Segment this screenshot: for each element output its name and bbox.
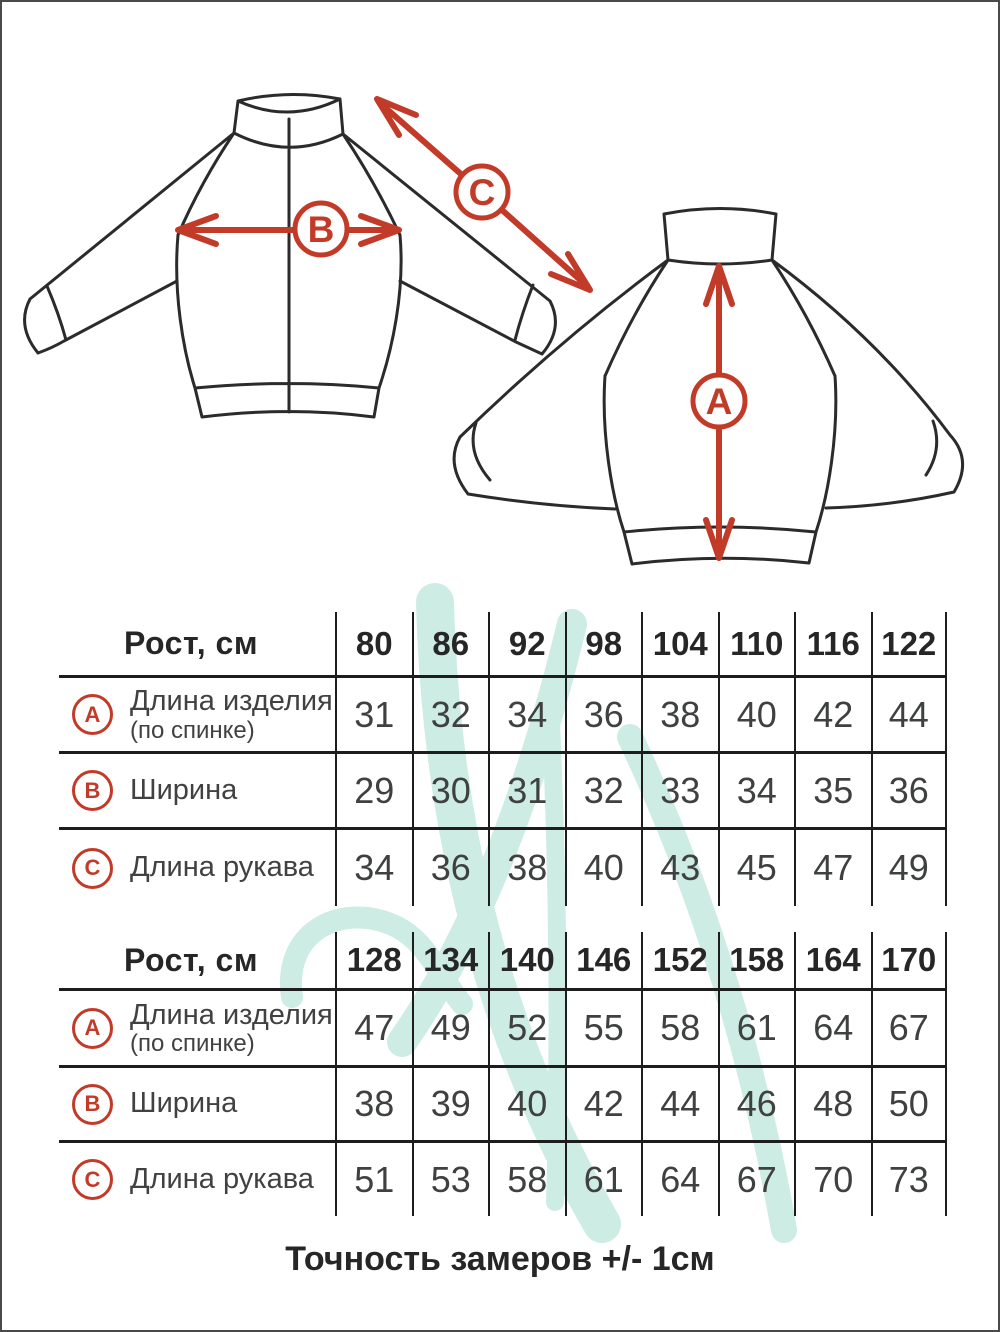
size-value: 35: [794, 754, 871, 827]
front-body: [177, 156, 401, 417]
size-value: 58: [641, 991, 718, 1065]
size-value: 46: [718, 1068, 795, 1140]
size-value: 55: [565, 991, 642, 1065]
letter-b-badge: B: [72, 1084, 113, 1125]
size-header: 128: [335, 932, 412, 988]
row-sublabel: (по спинке): [130, 1030, 255, 1058]
size-value: 61: [718, 991, 795, 1065]
size-value: 64: [641, 1143, 718, 1216]
size-value: 52: [488, 991, 565, 1065]
size-value: 34: [718, 754, 795, 827]
size-header: 98: [565, 612, 642, 675]
size-value: 44: [641, 1068, 718, 1140]
size-header: 104: [641, 612, 718, 675]
size-header: 92: [488, 612, 565, 675]
table-header-row: [59, 612, 947, 678]
size-header: 116: [794, 612, 871, 675]
size-header: 122: [871, 612, 948, 675]
letter-c-badge: C: [72, 848, 113, 889]
row-label-cell: [59, 1143, 335, 1216]
row-label-cell: [59, 830, 335, 906]
row-label-cell: [59, 991, 335, 1065]
row-sublabel: (по спинке): [130, 716, 255, 744]
size-value: 30: [412, 754, 489, 827]
size-header: 110: [718, 612, 795, 675]
size-header: 152: [641, 932, 718, 988]
row-label: Ширина: [130, 773, 238, 806]
size-value: 49: [412, 991, 489, 1065]
size-header: 86: [412, 612, 489, 675]
size-header: 170: [871, 932, 948, 988]
size-value: 31: [335, 678, 412, 751]
size-value: 38: [488, 830, 565, 906]
row-label-cell: [59, 754, 335, 827]
table-row-width: [59, 1068, 947, 1143]
size-value: 64: [794, 991, 871, 1065]
size-value: 36: [565, 678, 642, 751]
size-value: 44: [871, 678, 948, 751]
measure-c-letter: C: [468, 172, 496, 213]
back-right-sleeve: [772, 260, 963, 508]
header-label-cell: [59, 612, 335, 675]
height-header: Рост, см: [124, 625, 258, 661]
table-row-sleeve: [59, 830, 947, 906]
jacket-measurement-diagram: [2, 2, 1000, 594]
table-row-length: [59, 678, 947, 754]
height-header: Рост, см: [124, 941, 258, 978]
row-label: Ширина: [130, 1087, 238, 1120]
jacket-front-drawing: [25, 94, 556, 417]
letter-b-badge: B: [72, 770, 113, 811]
size-value: 31: [488, 754, 565, 827]
size-value: 38: [641, 678, 718, 751]
size-header: 134: [412, 932, 489, 988]
size-value: 29: [335, 754, 412, 827]
measure-b-letter: B: [307, 209, 335, 250]
size-value: 53: [412, 1143, 489, 1216]
size-value: 33: [641, 754, 718, 827]
size-table-80-122: [59, 612, 947, 906]
size-value: 36: [412, 830, 489, 906]
size-value: 58: [488, 1143, 565, 1216]
size-value: 47: [794, 830, 871, 906]
size-value: 42: [794, 678, 871, 751]
row-label: Длина рукава: [130, 851, 314, 884]
size-value: 49: [871, 830, 948, 906]
size-value: 48: [794, 1068, 871, 1140]
size-header: 146: [565, 932, 642, 988]
table-header-row: [59, 932, 947, 991]
table-row-sleeve: [59, 1143, 947, 1216]
size-value: 39: [412, 1068, 489, 1140]
size-value: 70: [794, 1143, 871, 1216]
table-row-width: [59, 754, 947, 830]
row-label: Длина изделия: [130, 685, 333, 718]
size-value: 40: [565, 830, 642, 906]
letter-a-badge: A: [72, 694, 113, 735]
row-label-cell: [59, 1068, 335, 1140]
row-label: Длина изделия: [130, 998, 333, 1031]
table-row-length: [59, 991, 947, 1068]
size-value: 42: [565, 1068, 642, 1140]
measure-a-arrow: [693, 266, 745, 558]
size-value: 45: [718, 830, 795, 906]
size-table-128-170: [59, 932, 947, 1216]
row-label: Длина рукава: [130, 1162, 314, 1195]
size-value: 73: [871, 1143, 948, 1216]
size-value: 61: [565, 1143, 642, 1216]
back-collar: [664, 209, 776, 265]
measure-a-letter: A: [705, 381, 733, 422]
size-value: 67: [871, 991, 948, 1065]
front-left-sleeve: [25, 133, 234, 353]
size-value: 40: [488, 1068, 565, 1140]
size-value: 50: [871, 1068, 948, 1140]
size-value: 40: [718, 678, 795, 751]
back-left-sleeve: [454, 260, 668, 509]
size-value: 32: [565, 754, 642, 827]
size-value: 36: [871, 754, 948, 827]
measure-c-arrow: [377, 99, 590, 290]
letter-a-badge: A: [72, 1008, 113, 1049]
front-collar: [234, 94, 343, 156]
size-value: 32: [412, 678, 489, 751]
size-value: 51: [335, 1143, 412, 1216]
row-label-cell: [59, 678, 335, 751]
size-value: 34: [335, 830, 412, 906]
letter-c-badge: C: [72, 1159, 113, 1200]
size-value: 43: [641, 830, 718, 906]
accuracy-note: Точность замеров +/- 1см: [285, 1240, 715, 1278]
size-header: 158: [718, 932, 795, 988]
size-value: 38: [335, 1068, 412, 1140]
size-value: 34: [488, 678, 565, 751]
header-label-cell: [59, 932, 335, 988]
size-header: 80: [335, 612, 412, 675]
size-header: 140: [488, 932, 565, 988]
size-value: 67: [718, 1143, 795, 1216]
size-value: 47: [335, 991, 412, 1065]
size-header: 164: [794, 932, 871, 988]
